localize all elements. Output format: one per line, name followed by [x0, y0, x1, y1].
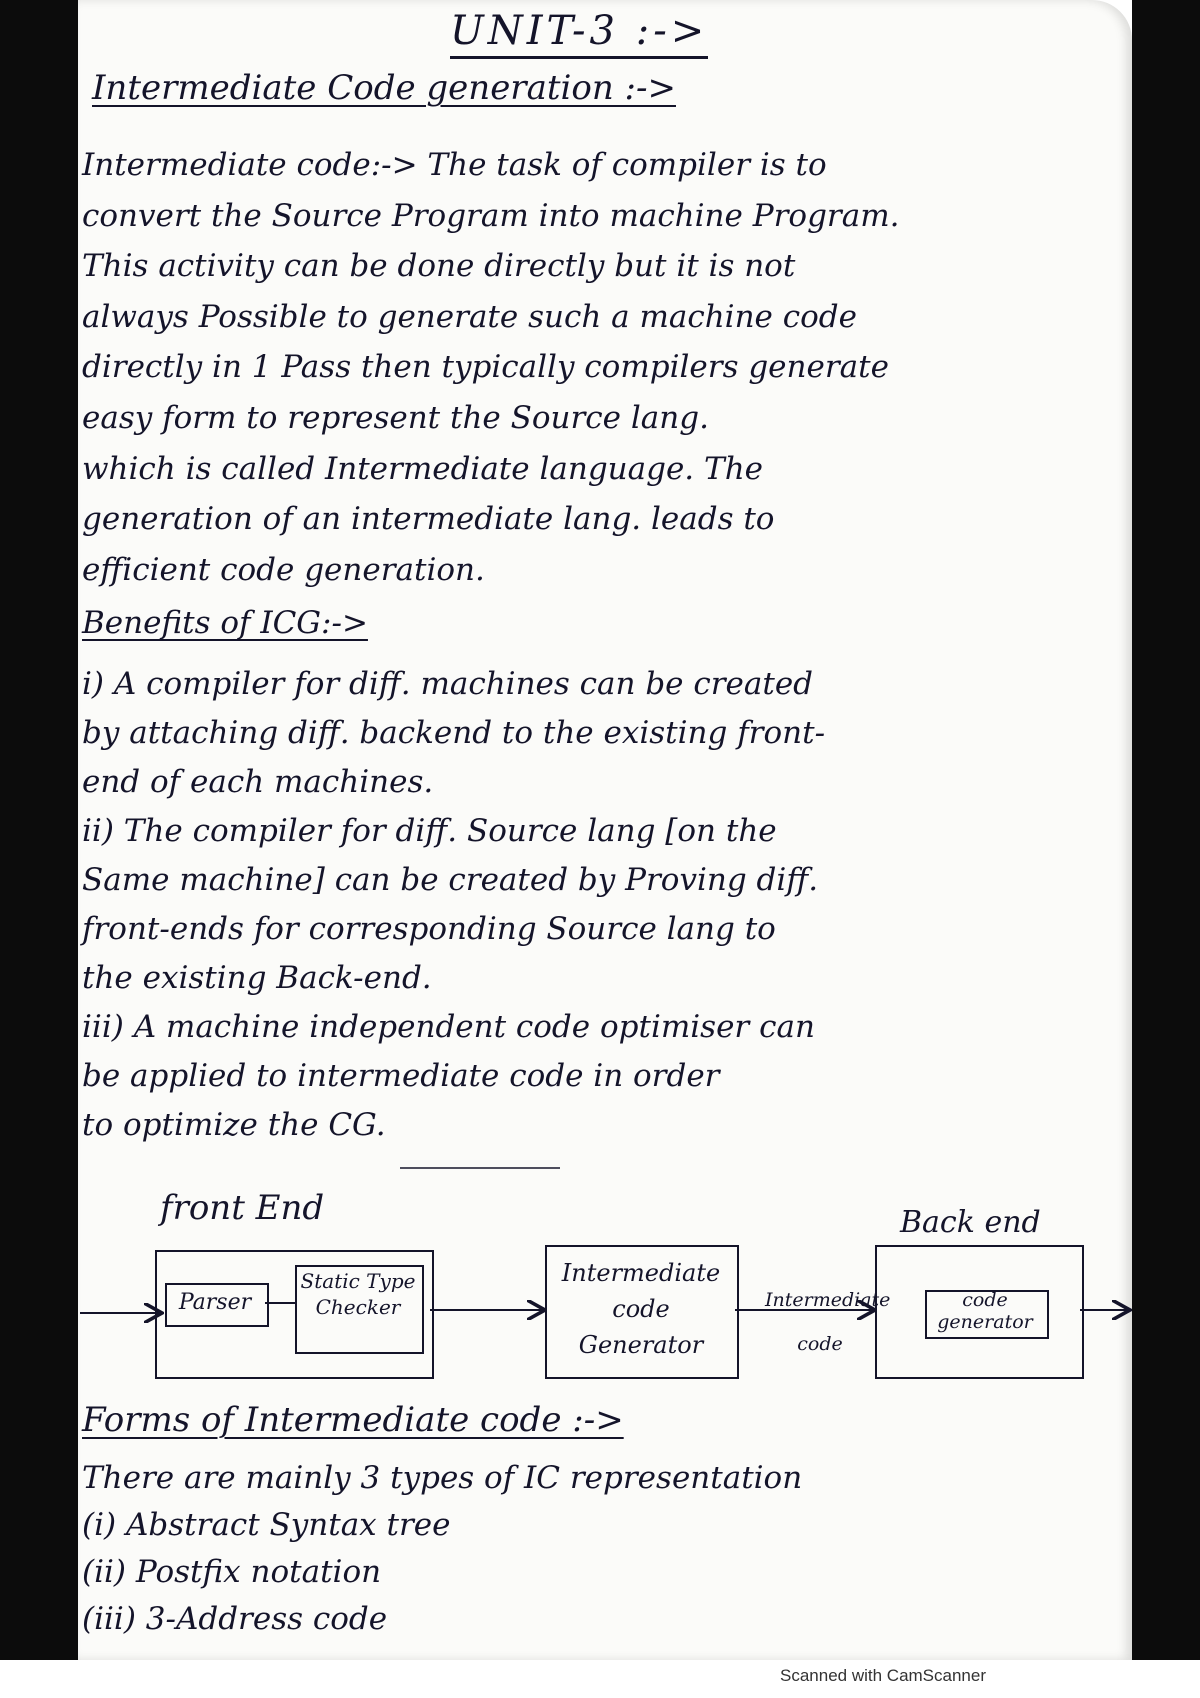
- parser-label: Parser: [178, 1290, 252, 1315]
- intro-line: always Possible to generate such a machine code: [82, 298, 857, 335]
- benefits-line: Same machine] can be created by Proving diff.: [82, 862, 819, 898]
- intro-line: easy form to represent the Source lang.: [82, 399, 709, 436]
- forms-line: (i) Abstract Syntax tree: [82, 1507, 451, 1543]
- type-checker-label: Static Type Checker: [300, 1269, 416, 1319]
- benefits-line: front-ends for corresponding Source lang to: [82, 911, 776, 947]
- section-heading: Intermediate Code generation :->: [92, 68, 676, 108]
- intro-line: directly in 1 Pass then typically compilers generate: [82, 349, 889, 386]
- intro-line: This activity can be done directly but it is not: [82, 248, 796, 285]
- benefits-line: end of each machines.: [82, 764, 434, 800]
- forms-line: There are mainly 3 types of IC representation: [82, 1460, 803, 1496]
- scanner-watermark: Scanned with CamScanner: [780, 1666, 987, 1685]
- benefits-line: be applied to intermediate code in order: [82, 1058, 720, 1094]
- benefits-line: i) A compiler for diff. machines can be created: [82, 666, 814, 702]
- intro-line: Intermediate code:-> The task of compiler is to: [82, 147, 827, 183]
- forms-line: (iii) 3-Address code: [82, 1601, 388, 1637]
- intro-line: generation of an intermediate lang. leads to: [82, 501, 775, 538]
- code-generator-label: code generator: [937, 1289, 1033, 1333]
- forms-line: (ii) Postfix notation: [82, 1554, 382, 1590]
- benefits-heading: Benefits of ICG:->: [82, 605, 368, 641]
- benefits-line: ii) The compiler for diff. Source lang [on the: [82, 813, 777, 849]
- benefits-line: to optimize the CG.: [82, 1107, 386, 1143]
- page-title-text: UNIT-3 :->: [450, 8, 708, 59]
- benefits-line: the existing Back-end.: [82, 960, 432, 996]
- intro-line: which is called Intermediate language. The: [82, 450, 764, 487]
- intermediate-code-label: Intermediate code: [765, 1289, 891, 1355]
- forms-heading: Forms of Intermediate code :->: [82, 1400, 624, 1440]
- back-end-label: Back end: [900, 1205, 1041, 1240]
- benefits-line: by attaching diff. backend to the existing front-: [82, 715, 826, 751]
- front-end-label: front End: [160, 1188, 325, 1228]
- icg-label: Intermediate code Generator: [561, 1259, 721, 1359]
- intro-line: convert the Source Program into machine Program.: [82, 197, 900, 234]
- benefits-line: iii) A machine independent code optimiser can: [82, 1009, 815, 1045]
- intro-line: efficient code generation.: [82, 551, 485, 588]
- forms-list: [82, 1455, 1122, 1643]
